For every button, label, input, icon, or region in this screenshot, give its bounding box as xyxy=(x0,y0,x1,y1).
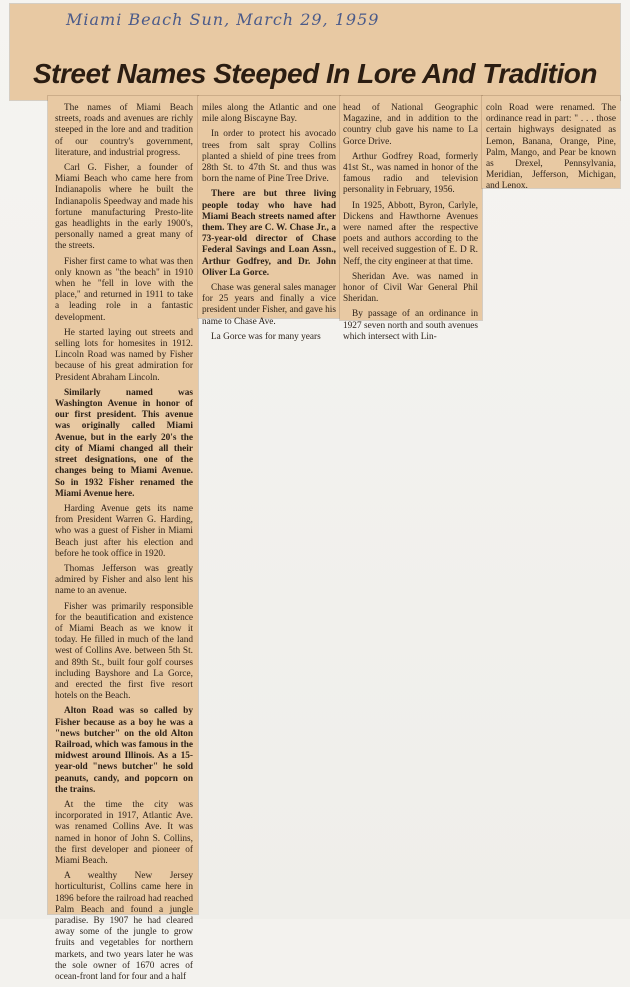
article-paragraph: By passage of an ordinance in 1927 seven north and south avenues which intersect with Lin- xyxy=(343,309,478,342)
article-headline: Street Names Steeped In Lore And Tradition xyxy=(32,58,597,89)
article-paragraph: He started laying out streets and selling lots for homesites in 1912. Lincoln Road was named by Fisher because of his great admiration for President Abraham Lincoln. xyxy=(55,327,193,383)
article-paragraph: There are but three living people today who have had Miami Beach streets named after them. They are C. W. Chase Jr., a 73-year-old director of Chase Federal Savings and Loan Assn., Arthur Godfrey, and Dr. John Oliver La Gorce. xyxy=(202,189,336,278)
article-column-3 xyxy=(343,103,478,347)
article-paragraph: Chase was general sales manager for 25 years and finally a vice president under Fisher, and gave his name to Chase Ave. xyxy=(202,283,336,327)
handwritten-source-note: Miami Beach Sun, March 29, 1959 xyxy=(66,10,380,29)
article-paragraph: The names of Miami Beach streets, roads and avenues are richly steeped in the lore and and tradition of our country's government, literature, and industrial progress. xyxy=(55,103,193,158)
article-paragraph: Arthur Godfrey Road, formerly 41st St., was named in honor of the famous radio and television personality in February, 1956. xyxy=(343,151,478,196)
article-paragraph: head of National Geographic Magazine, and in addition to the country club gave his name to La Gorce Drive. xyxy=(343,103,478,147)
article-paragraph: A wealthy New Jersey horticulturist, Collins came here in 1896 before the railroad had reached Palm Beach and found a jungle paradise. By 1907 he had cleared away some of the jungle to grow fruits and vegetables for northern markets, and two years later he was the sole owner of 1670 acres of ocean-front land for four and a half xyxy=(55,871,193,983)
article-paragraph: Sheridan Ave. was named in honor of Civil War General Phil Sheridan. xyxy=(343,271,478,305)
article-paragraph: In order to protect his avocado trees from salt spray Collins planted a shield of pine trees from 28th St. to 47th St. and thus was born the name of Pine Tree Drive. xyxy=(202,129,336,185)
article-column-2 xyxy=(202,103,336,347)
article-paragraph: Fisher was primarily responsible for the beautification and existence of Miami Beach as we know it today. He filled in much of the land west of Collins Ave. between 5th St. and 89th St., built four golf courses including Bayshore and La Gorce, and erected the first five resort hotels on the Beach. xyxy=(55,601,193,702)
article-paragraph: Similarly named was Washington Avenue in honor of our first president. This avenue was originally called Miami Avenue, but in the early 20's the city of Miami changed all their street designations, one of the changes being to Miami Avenue. So in 1932 Fisher renamed the Miami Avenue here. xyxy=(55,387,193,499)
article-column-1 xyxy=(55,103,193,987)
article-paragraph: coln Road were renamed. The ordinance read in part: " . . . those certain highways designated as Lemon, Banana, Orange, Pine, Palm, Mango, and Pear be known as Drexel, Pennsylvania, Meridian, Jefferson, Michigan, and Lenox. xyxy=(486,103,616,192)
article-column-4 xyxy=(486,103,616,197)
article-paragraph: In 1925, Abbott, Byron, Carlyle, Dickens and Hawthorne Avenues were named after the respective poets and authors according to the well received suggestion of E. D R. Neff, the city engineer at that time. xyxy=(343,200,478,267)
article-paragraph: Harding Avenue gets its name from President Warren G. Harding, who was a guest of Fisher in Miami Beach just after his election and before he took office in 1920. xyxy=(55,503,193,559)
article-paragraph: Carl G. Fisher, a founder of Miami Beach who came here from Indianapolis where he built the Indianapolis Speedway and made his fortune manufacturing Presto-lite gas headlights in the early 1900's, personally named a great many of the streets. xyxy=(55,163,193,252)
article-paragraph: Fisher first came to what was then only known as "the beach" in 1910 when he "fell in love with the place," and returned in 1911 to take a leading role in a fantastic development. xyxy=(55,256,193,323)
article-paragraph: Thomas Jefferson was greatly admired by Fisher and also lent his name to an avenue. xyxy=(55,563,193,597)
article-paragraph: Alton Road was so called by Fisher because as a boy he was a "news butcher" on the old Alton Railroad, which was famous in the midwest around Illinois. As a 15-year-old "news butcher" he sold peanuts, candy, and popcorn on the trains. xyxy=(55,706,193,795)
article-paragraph: At the time the city was incorporated in 1917, Atlantic Ave. was renamed Collins Ave. It was named in honor of John S. Collins, the first developer and pioneer of Miami Beach. xyxy=(55,799,193,866)
article-paragraph: miles along the Atlantic and one mile along Biscayne Bay. xyxy=(202,103,336,125)
article-paragraph: La Gorce was for many years xyxy=(211,331,321,342)
